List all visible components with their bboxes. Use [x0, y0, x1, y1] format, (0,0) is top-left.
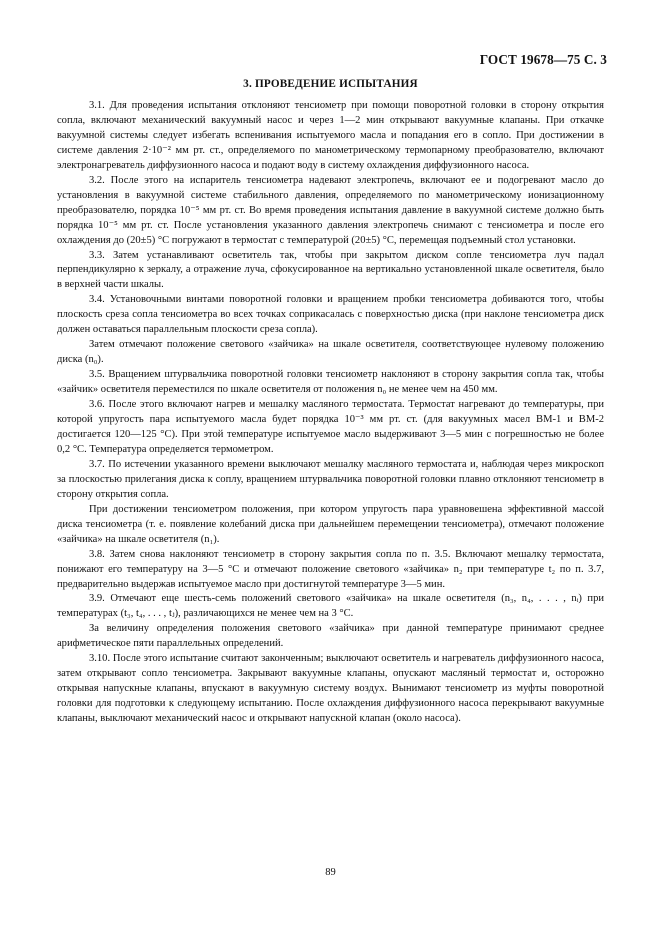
- paragraph-3-9: 3.9. Отмечают еще шесть-семь положений светового «зайчика» на шкале осветителя (n₃, n₄, . . . , nᵢ) при температурах (t₃, t₄, . . . , tⱼ), различающихся не менее чем на 3 °С.: [57, 593, 604, 620]
- document-body: [57, 99, 604, 727]
- paragraph-3-6: 3.6. После этого включают нагрев и мешалку масляного термостата. Термостат нагревают до температуры, при которой упругость пара испытуемого масла будет порядка 10⁻³ мм рт. ст. (для вакуумных масел ВМ-1 и ВМ-2 достигается 120—125 °С). При этой температуре испытуемое масло выдерживают 3—5 мин с погрешностью не более 0,2 °С. Температура определяется термометром.: [57, 399, 604, 455]
- paragraph-3-8: 3.8. Затем снова наклоняют тенсиометр в сторону закрытия сопла по п. 3.5. Включают мешалку термостата, понижают его температуру на 3—5 °С и отмечают положение светового «зайчика» n₂ при температуре t₂ по п. 3.7, предварительно выдержав испытуемое масло при достигнутой температуре 3—5 мин.: [57, 548, 604, 590]
- paragraph-3-7-note: При достижении тенсиометром положения, при котором упругость пара уравновешена эффективной массой диска тенсиометра (т. е. появление колебаний диска при дальнейшем перемещении тенсиометра), отмечают положение «зайчика» на шкале осветителя (n₁).: [57, 503, 604, 545]
- paragraph-3-3: 3.3. Затем устанавливают осветитель так, чтобы при закрытом диском сопле тенсиометра луч падал перпендикулярно к зеркалу, а отражение луча, сфокусированное на вертикально установленной шкале осветителя, было в верхней части шкалы.: [57, 249, 604, 291]
- paragraph-3-4-note: Затем отмечают положение светового «зайчика» на шкале осветителя, соответствующее нулевому положению диска (n₀).: [57, 339, 604, 366]
- paragraph-3-7: 3.7. По истечении указанного времени выключают мешалку масляного термостата и, наблюдая через микроскоп за плоскостью прилегания диска к соплу, вращением штурвальчика поворотной головки плавно отклоняют тенсиометр в сторону открытия сопла.: [57, 458, 604, 500]
- paragraph-3-4: 3.4. Установочными винтами поворотной головки и вращением пробки тенсиометра добиваются того, чтобы плоскость среза сопла тенсиометра во всех точках соприкасалась с поверхностью диска (при наклоне тенсиометра диск должен оставаться параллельным плоскости среза сопла).: [57, 294, 604, 336]
- paragraph-3-9-note: За величину определения положения светового «зайчика» при данной температуре принимают среднее арифметическое пяти параллельных определений.: [57, 623, 604, 650]
- paragraph-3-1: 3.1. Для проведения испытания отклоняют тенсиометр при помощи поворотной головки в сторону открытия сопла, включают механический вакуумный насос и через 1—2 мин открывают вакуумные клапаны. При откачке вакуумной системы следует избегать вспенивания испытуемого масла и попадания его в сопло. При достижении в системе давления 2·10⁻² мм рт. ст., определяемого по манометрическому термопарному преобразователю, включают электронагреватель диффузионного насоса и подают воду в систему охлаждения диффузионного насоса.: [57, 100, 604, 171]
- section-title: 3. ПРОВЕДЕНИЕ ИСПЫТАНИЯ: [243, 78, 418, 90]
- paragraph-3-2: 3.2. После этого на испаритель тенсиометра надевают электропечь, включают ее и подогревают масло до установления в вакуумной системе стабильного давления, определяемого по манометрическому ионизационному преобразователю, порядка 10⁻⁵ мм рт. ст. Во время проведения испытания давление в вакуумной системе должно быть порядка 10⁻⁵ мм рт. ст. После установления указанного давления электропечь снимают с тенсиометра и после его охлаждения до (20±5) °С погружают в термостат с температурой (20±5) °С, перемещая подъемный стол установки.: [57, 174, 604, 246]
- paragraph-3-10: 3.10. После этого испытание считают законченным; выключают осветитель и нагреватель диффузионного насоса, затем открывают сопло тенсиометра. Закрывают вакуумные клапаны, опускают масляный термостат и, осторожно открывая напускные клапаны, впускают в вакуумную систему воздух. Вынимают тенсиометр из муфты поворотной головки для подготовки к следующему испытанию. После охлаждения диффузионного насоса перекрывают вакуумные клапаны, выключают механический насос и открывают напускной клапан (около насоса).: [57, 653, 604, 725]
- paragraph-3-5: 3.5. Вращением штурвальчика поворотной головки тенсиометр наклоняют в сторону закрытия сопла так, чтобы «зайчик» осветителя переместился по шкале осветителя от положения n₀ не менее чем на 450 мм.: [57, 369, 604, 396]
- page-number: 89: [325, 867, 336, 878]
- running-header: ГОСТ 19678—75 С. 3: [479, 52, 607, 67]
